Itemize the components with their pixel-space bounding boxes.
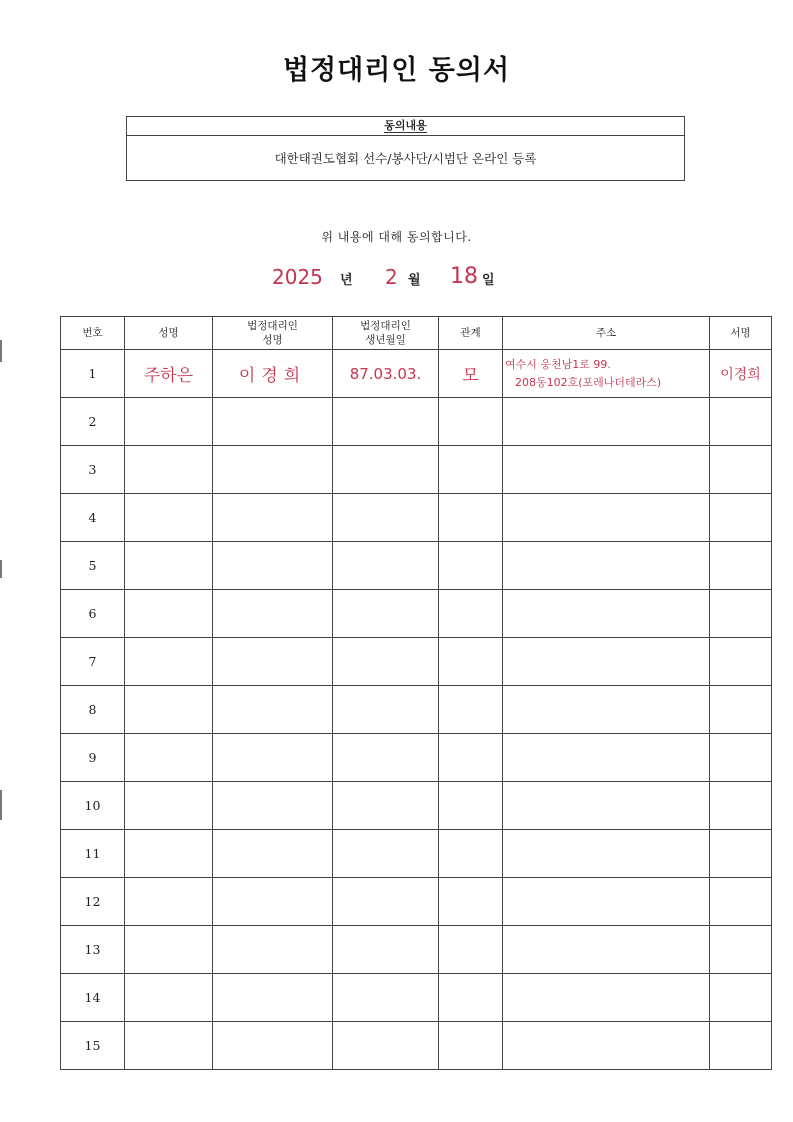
table-row [61, 926, 772, 974]
cell-name [125, 686, 213, 734]
cell-signature [710, 446, 772, 494]
cell-guardian-name [213, 446, 333, 494]
cell-address [503, 542, 710, 590]
row-number: 7 [61, 638, 125, 686]
cell-address [503, 830, 710, 878]
cell-signature [710, 686, 772, 734]
cell-name [125, 926, 213, 974]
cell-name [125, 1022, 213, 1070]
cell-relation [439, 734, 503, 782]
table-row [61, 494, 772, 542]
cell-guardian-name [213, 350, 333, 398]
header-address: 주소 [503, 317, 710, 350]
cell-address [503, 1022, 710, 1070]
cell-relation [439, 974, 503, 1022]
row-number: 3 [61, 446, 125, 494]
cell-relation [439, 926, 503, 974]
cell-guardian-birth [333, 782, 439, 830]
table-row [61, 782, 772, 830]
cell-guardian-birth [333, 686, 439, 734]
row-number: 8 [61, 686, 125, 734]
table-row [61, 398, 772, 446]
scan-edge-mark [0, 790, 2, 820]
cell-address [503, 590, 710, 638]
cell-guardian-birth [333, 350, 439, 398]
consent-body: 대한태권도협회 선수/봉사단/시범단 온라인 등록 [274, 151, 537, 166]
cell-name [125, 734, 213, 782]
table-row [61, 878, 772, 926]
cell-relation [439, 350, 503, 398]
handwritten-address-line2: 208동102호(포레나더테라스) [515, 375, 662, 389]
cell-address [503, 926, 710, 974]
row-number: 6 [61, 590, 125, 638]
cell-address [503, 398, 710, 446]
cell-signature [710, 638, 772, 686]
date-month-label: 월 [408, 273, 421, 288]
handwritten-name: 주하은 [143, 366, 194, 386]
cell-address [503, 686, 710, 734]
cell-guardian-birth [333, 878, 439, 926]
header-guardian-birth: 법정대리인 생년월일 [333, 317, 439, 350]
header-relation: 관계 [439, 317, 503, 350]
table-row [61, 734, 772, 782]
cell-signature [710, 974, 772, 1022]
cell-guardian-birth [333, 398, 439, 446]
row-number: 14 [61, 974, 125, 1022]
agree-statement: 위 내용에 대해 동의합니다. [321, 230, 472, 244]
cell-signature [710, 542, 772, 590]
table-row [61, 350, 772, 398]
row-number: 4 [61, 494, 125, 542]
date-day-label: 일 [482, 273, 495, 288]
cell-guardian-name [213, 398, 333, 446]
consent-header-text: 동의내용 [384, 119, 427, 132]
cell-name [125, 494, 213, 542]
table-row [61, 974, 772, 1022]
cell-address [503, 782, 710, 830]
row-number: 12 [61, 878, 125, 926]
row-number: 5 [61, 542, 125, 590]
cell-name [125, 830, 213, 878]
cell-relation [439, 638, 503, 686]
cell-guardian-name [213, 974, 333, 1022]
document-title: 법정대리인 동의서 [282, 55, 511, 86]
cell-guardian-name [213, 494, 333, 542]
cell-signature [710, 494, 772, 542]
consent-header [127, 117, 684, 136]
table-row [61, 446, 772, 494]
cell-guardian-birth [333, 974, 439, 1022]
cell-address [503, 494, 710, 542]
cell-guardian-birth [333, 542, 439, 590]
table-row [61, 542, 772, 590]
cell-signature [710, 1022, 772, 1070]
cell-signature [710, 878, 772, 926]
table-header-row [61, 317, 772, 350]
cell-guardian-name [213, 926, 333, 974]
cell-name [125, 638, 213, 686]
cell-relation [439, 398, 503, 446]
table-row [61, 590, 772, 638]
date-day: 18 [450, 264, 478, 289]
cell-address [503, 878, 710, 926]
row-number: 1 [61, 350, 125, 398]
row-number: 13 [61, 926, 125, 974]
table-row [61, 686, 772, 734]
handwritten-guardian-birth: 87.03.03. [349, 365, 422, 383]
cell-name [125, 398, 213, 446]
cell-relation [439, 782, 503, 830]
cell-name [125, 350, 213, 398]
table-row [61, 1022, 772, 1070]
cell-address [503, 734, 710, 782]
cell-guardian-name [213, 878, 333, 926]
date-year-label: 년 [340, 273, 353, 288]
cell-address [503, 638, 710, 686]
row-number: 9 [61, 734, 125, 782]
consent-box [126, 116, 685, 181]
cell-relation [439, 446, 503, 494]
scan-edge-mark [0, 560, 2, 578]
cell-relation [439, 830, 503, 878]
cell-guardian-name [213, 590, 333, 638]
date-month: 2 [385, 265, 398, 289]
cell-guardian-birth [333, 1022, 439, 1070]
cell-signature [710, 734, 772, 782]
cell-signature [710, 926, 772, 974]
cell-guardian-birth [333, 494, 439, 542]
cell-guardian-name [213, 1022, 333, 1070]
cell-relation [439, 494, 503, 542]
cell-relation [439, 542, 503, 590]
row-number: 10 [61, 782, 125, 830]
cell-guardian-birth [333, 590, 439, 638]
cell-guardian-name [213, 830, 333, 878]
cell-signature [710, 398, 772, 446]
cell-guardian-name [213, 638, 333, 686]
handwritten-address-line1: 여수시 웅천남1로 99. [505, 357, 611, 371]
cell-name [125, 446, 213, 494]
guardian-table [60, 316, 772, 1070]
date-year: 2025 [272, 265, 323, 289]
row-number: 11 [61, 830, 125, 878]
cell-guardian-name [213, 782, 333, 830]
cell-name [125, 974, 213, 1022]
cell-name [125, 542, 213, 590]
cell-relation [439, 1022, 503, 1070]
cell-signature [710, 350, 772, 398]
cell-guardian-birth [333, 638, 439, 686]
cell-name [125, 782, 213, 830]
cell-relation [439, 878, 503, 926]
cell-relation [439, 686, 503, 734]
row-number: 2 [61, 398, 125, 446]
cell-signature [710, 830, 772, 878]
table-row [61, 830, 772, 878]
cell-address [503, 446, 710, 494]
cell-guardian-birth [333, 926, 439, 974]
header-no: 번호 [61, 317, 125, 350]
cell-guardian-birth [333, 830, 439, 878]
cell-signature [710, 782, 772, 830]
cell-guardian-birth [333, 446, 439, 494]
row-number: 15 [61, 1022, 125, 1070]
cell-guardian-name [213, 734, 333, 782]
date-row [0, 262, 793, 292]
cell-signature [710, 590, 772, 638]
cell-guardian-name [213, 686, 333, 734]
scan-edge-mark [0, 340, 2, 362]
cell-address [503, 974, 710, 1022]
cell-guardian-birth [333, 734, 439, 782]
table-row [61, 638, 772, 686]
cell-relation [439, 590, 503, 638]
handwritten-relation: 모 [462, 366, 479, 386]
handwritten-guardian-name: 이경희 [238, 366, 307, 386]
header-name: 성명 [125, 317, 213, 350]
cell-name [125, 878, 213, 926]
cell-guardian-name [213, 542, 333, 590]
handwritten-signature: 이경희 [720, 366, 761, 383]
header-signature: 서명 [710, 317, 772, 350]
cell-address [503, 350, 710, 398]
cell-name [125, 590, 213, 638]
header-guardian-name: 법정대리인 성명 [213, 317, 333, 350]
